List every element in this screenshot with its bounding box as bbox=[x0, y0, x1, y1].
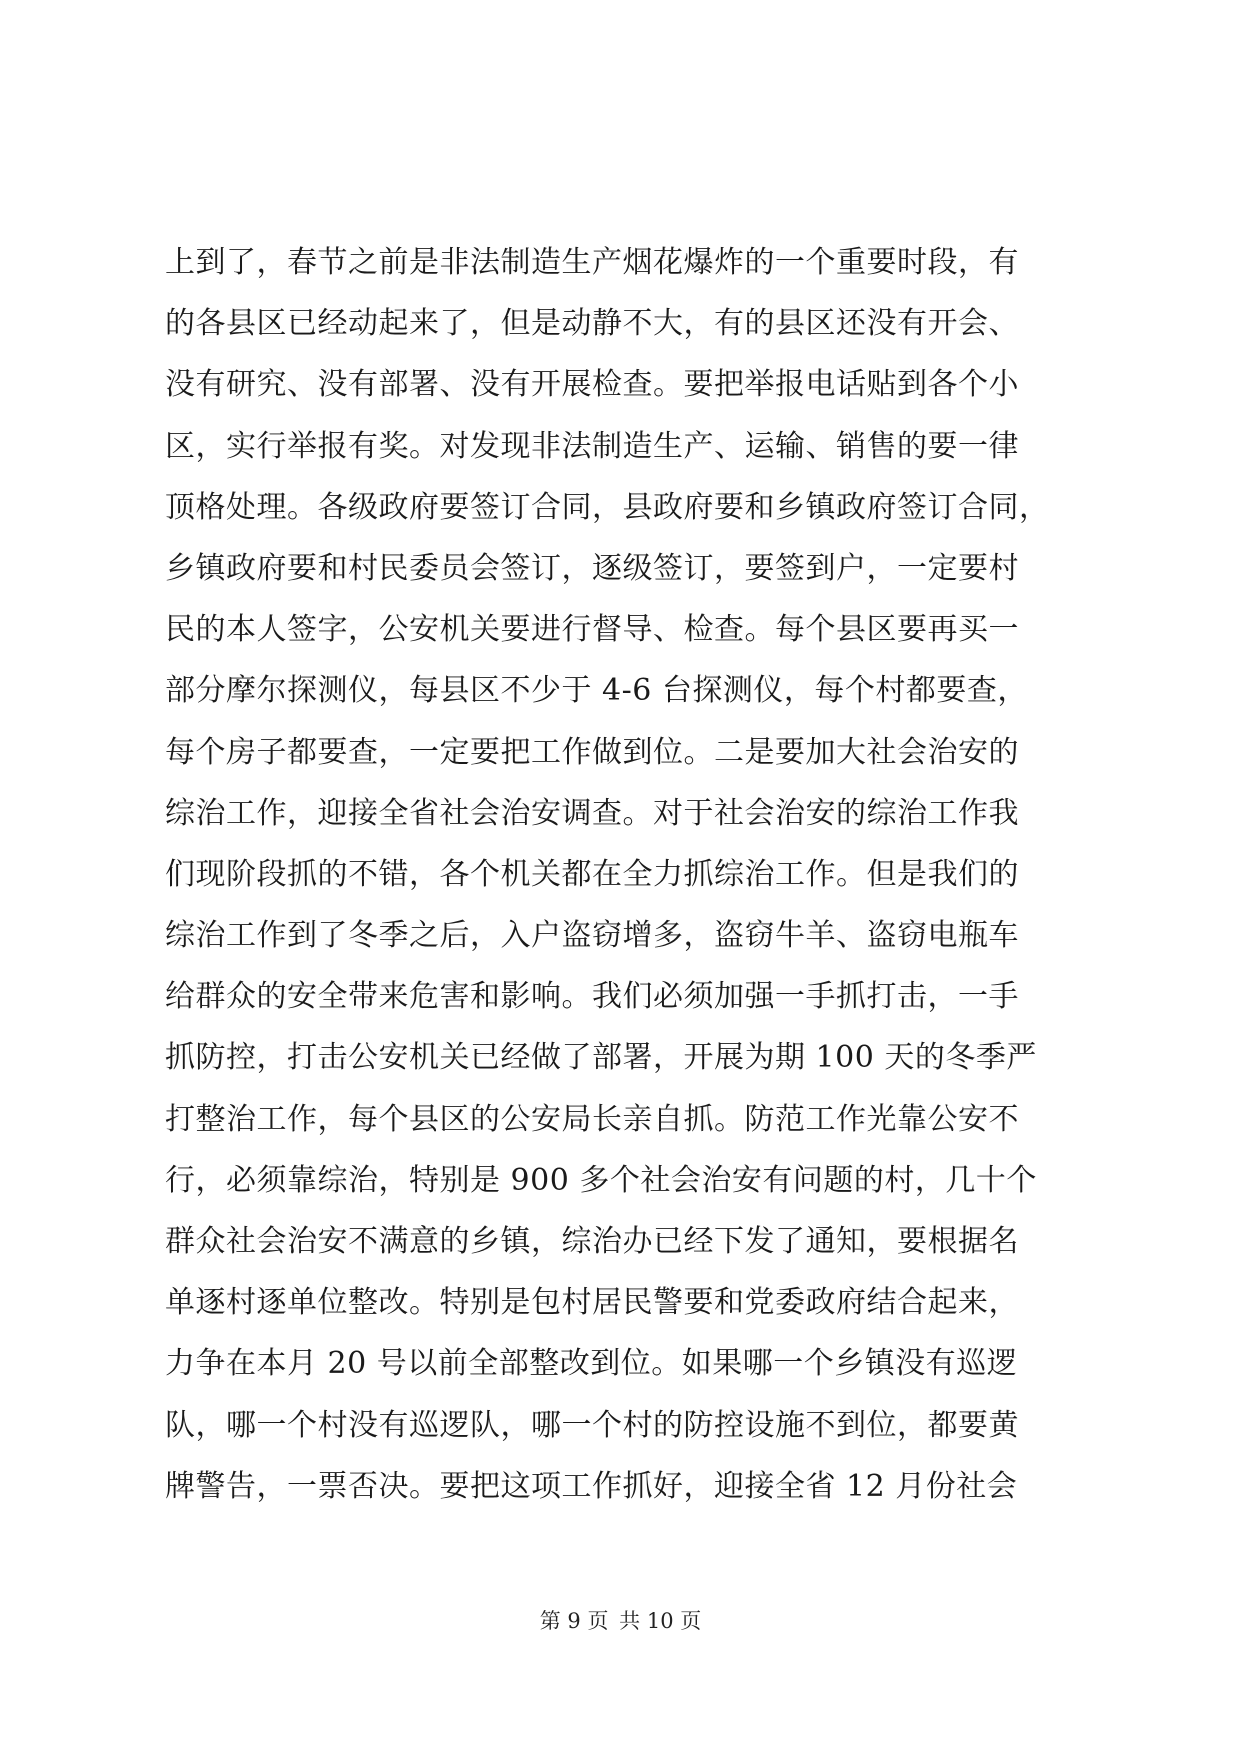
text-line: 综治工作到了冬季之后，入户盗窃增多，盗窃牛羊、盗窃电瓶车 bbox=[165, 918, 1019, 954]
page-total: 共 10 页 bbox=[619, 1609, 702, 1633]
page-footer bbox=[0, 1605, 1241, 1635]
text-line: 单逐村逐单位整改。特别是包村居民警要和党委政府结合起来， bbox=[165, 1285, 1019, 1321]
text-line: 每个房子都要查，一定要把工作做到位。二是要加大社会治安的 bbox=[165, 734, 1019, 770]
text-line: 民的本人签字，公安机关要进行督导、检查。每个县区要再买一 bbox=[165, 612, 1019, 648]
text-line: 打整治工作，每个县区的公安局长亲自抓。防范工作光靠公安不 bbox=[165, 1101, 1019, 1137]
text-line: 抓防控，打击公安机关已经做了部署，开展为期 100 天的冬季严 bbox=[165, 1040, 1037, 1076]
text-line: 力争在本月 20 号以前全部整改到位。如果哪一个乡镇没有巡逻 bbox=[165, 1346, 1018, 1382]
text-line: 区，实行举报有奖。对发现非法制造生产、运输、销售的要一律 bbox=[165, 428, 1019, 464]
text-line: 给群众的安全带来危害和影响。我们必须加强一手抓打击，一手 bbox=[165, 979, 1019, 1015]
text-line: 队，哪一个村没有巡逻队，哪一个村的防控设施不到位，都要黄 bbox=[165, 1407, 1019, 1443]
text-line: 部分摩尔探测仪，每县区不少于 4-6 台探测仪，每个村都要查， bbox=[165, 673, 1028, 709]
text-line: 们现阶段抓的不错，各个机关都在全力抓综治工作。但是我们的 bbox=[165, 856, 1019, 892]
text-line: 上到了，春节之前是非法制造生产烟花爆炸的一个重要时段，有 bbox=[165, 245, 1019, 280]
text-line: 顶格处理。各级政府要签订合同，县政府要和乡镇政府签订合同， bbox=[165, 489, 1050, 525]
text-line: 综治工作，迎接全省社会治安调查。对于社会治安的综治工作我 bbox=[165, 795, 1019, 831]
page-number: 第 9 页 bbox=[539, 1609, 609, 1633]
text-line: 的各县区已经动起来了，但是动静不大，有的县区还没有开会、 bbox=[165, 306, 1019, 342]
text-line: 没有研究、没有部署、没有开展检查。要把举报电话贴到各个小 bbox=[165, 367, 1019, 403]
text-line: 牌警告，一票否决。要把这项工作抓好，迎接全省 12 月份社会 bbox=[165, 1468, 1018, 1504]
text-line: 乡镇政府要和村民委员会签订，逐级签订，要签到户，一定要村 bbox=[165, 550, 1019, 586]
text-line: 行，必须靠综治，特别是 900 多个社会治安有问题的村，几十个 bbox=[165, 1162, 1037, 1198]
body-text bbox=[165, 232, 1085, 1517]
text-line: 群众社会治安不满意的乡镇，综治办已经下发了通知，要根据名 bbox=[165, 1224, 1019, 1259]
